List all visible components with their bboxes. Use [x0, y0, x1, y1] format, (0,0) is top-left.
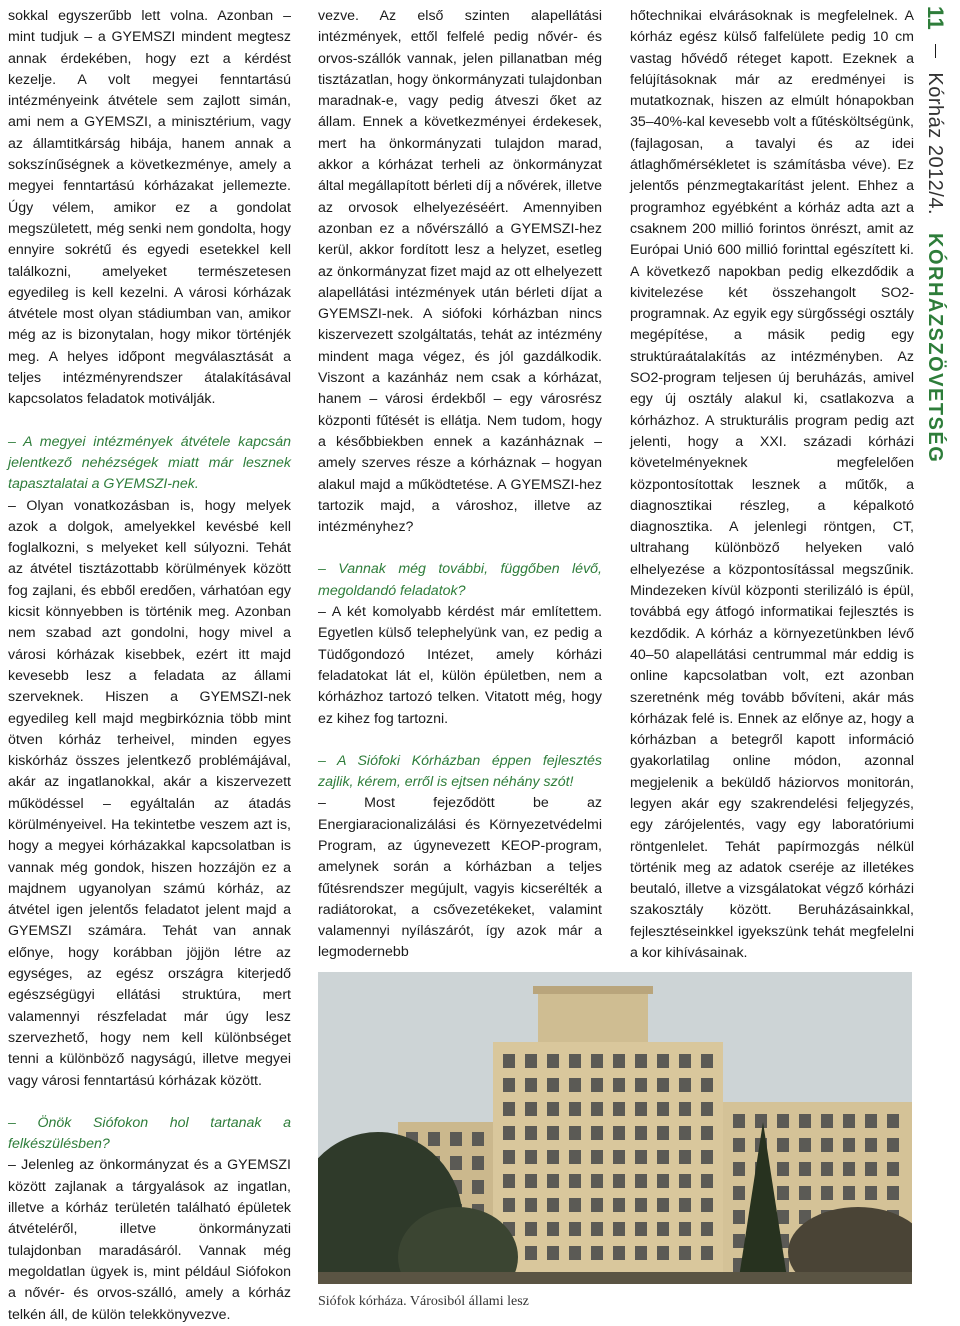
- article-paragraph: – A két komolyabb kérdést már említettem. Egyetlen külső telephelyünk van, ez pedig a Tüdőgondozó Intézet, amely kórházi feladatokat lát el, külön épületben, nem a kórházhoz tartozó telken. Vitatott még, hogy ez kihez fog tartozni.: [318, 604, 602, 727]
- window: [613, 1222, 625, 1236]
- window: [613, 1078, 625, 1092]
- interview-question: – Vannak még további, függőben lévő, megoldandó feladatok?: [318, 561, 602, 599]
- window: [843, 1186, 855, 1200]
- window: [733, 1210, 745, 1224]
- window: [569, 1222, 581, 1236]
- window: [701, 1222, 713, 1236]
- window: [613, 1126, 625, 1140]
- window: [472, 1132, 484, 1146]
- window: [733, 1138, 745, 1152]
- window: [701, 1150, 713, 1164]
- window: [887, 1162, 899, 1176]
- window: [733, 1234, 745, 1248]
- window: [755, 1114, 767, 1128]
- window: [569, 1150, 581, 1164]
- window: [777, 1114, 789, 1128]
- article-paragraph: – Olyan vonatkozásban is, hogy melyek azok a dolgok, amelyekkel kevésbé kell foglalkozni, s melyeket kell súlyozni. Tehát az átvétel tisztázottabb körülmények között fog zajlani, és ebből eredően, várhatóan egy kicsit könnyebben is történik meg. Azonban nem szabad azt gondolni, hogy mivel a városi kórházak kisebbek, ezért itt majd kevesebb lesz a feladata az állami szerveknek. Hiszen a GYEMSZI-nek egyedileg kell majd megbirkóznia több mint ötven kórház terheivel, minden egyes kiskórház összes jelentkező problémájával, akár az ingatlanokkal, akár a kiszervezett működéssel – egyáltalán az átadás körülményeivel. Ha tekintetbe veszem azt is, hogy a megyei kórházakkal kapcsolatban is vannak még gondok, hiszen hozzájön ez a majdnem ugyanolyan számú kórház, az átvétel igen jelentős feladatot jelent majd a GYEMSZI számára. Tehát van annak előnye, hogy korábban jöjjön létre az egységes, az egész országra kiterjedő egészségügyi ellátási struktúra, mert valamennyi részfeladat már úgy lesz szervezhető, hogy nem kell különbséget tenni a különböző nagyságú, illetve megyei vagy városi fenntartású kórházak között.: [8, 497, 291, 1089]
- window: [635, 1126, 647, 1140]
- window: [777, 1138, 789, 1152]
- window: [547, 1222, 559, 1236]
- window: [547, 1126, 559, 1140]
- window: [657, 1078, 669, 1092]
- article-paragraph: hőtechnikai elvárásoknak is megfelelnek. A kórház egész külső falfelülete pedig 10 cm vastag hővédő réteget kapott. Ezeknek a felújításoknak már az eredményei is mutatkoznak, hiszen az elmúlt hónapokban 35–40%-kal kevesebb volt a fűtésköltségünk, (fajlagosan, a tavalyi és az idei átlaghőmérsékletet is számításba véve). Ez jelentős pénzmegtakarítást jelent. Ehhez a programhoz egyébként a kórház adta azt a csaknem 200 millió forintos önrészt, amit az Európai Unió 600 millió forinttal egészített ki. A következő napokban pedig elkezdődik a kivitelezése két összehangolt SO2-programnak. Az egyik egy sürgősségi osztály megépítése, a másik pedig egy struktúraátalakítás az intézményben. Az SO2-program teljesen új beruházás, amivel egy új osztály alakul ki, csatlakozva a kórházhoz. A strukturális program pedig azt jelenti, hogy a XXI. századi kórházi követelményeknek megfelelően központosítottak lesznek a műtők, a diagnosztikai részleg, a képalkotó diagnosztika. A jelenlegi röntgen, CT, ultrahang különböző helyeken való elhelyezése a központosítással megszűnik. Mindezeken kívül központi sterilizáló is épül, továbbá egy átfogó informatikai fejlesztés is kezdődik. A kórház a környezetünkben lévő 40–50 alapellátási centrummal már eddig is online kapcsolatban volt, ezt azonban szeretnénk még tovább bővíteni, akár más kórházak felé is. Ennek az előnye az, hogy a kórházban a betegről kapott információ gyakorlatilag online módon, azonnal megjelenik a beküldő háziorvos monitorán, legyen akár egy szakrendelési feljegyzés, egy zárójelentés, vagy egy laboratóriumi röntgenlelet. Tehát papírmozgás nélkül történik meg az adatok cseréje az illetékes beutaló, illetve a vizsgálatokat végző kórházi szakosztály között. Beruházásainkkal, fejlesztéseinkkel igyekszünk tehát megfelelni a kor kihívásainak.: [630, 8, 914, 962]
- interview-question: – Önök Siófokon hol tartanak a felkészülésben?: [8, 1114, 291, 1153]
- window: [799, 1114, 811, 1128]
- window: [635, 1174, 647, 1188]
- window: [450, 1132, 462, 1146]
- window: [799, 1162, 811, 1176]
- window: [777, 1186, 789, 1200]
- section-title: KÓRHÁZSZÖVETSÉG: [924, 233, 946, 464]
- text-column-3: [630, 6, 914, 964]
- window: [569, 1174, 581, 1188]
- window: [525, 1078, 537, 1092]
- window: [701, 1102, 713, 1116]
- window: [547, 1078, 559, 1092]
- window: [821, 1162, 833, 1176]
- window: [887, 1186, 899, 1200]
- window: [777, 1162, 789, 1176]
- window: [679, 1102, 691, 1116]
- window: [821, 1114, 833, 1128]
- window: [733, 1186, 745, 1200]
- window: [865, 1162, 877, 1176]
- window: [547, 1174, 559, 1188]
- article-paragraph: sokkal egyszerűbb lett volna. Azonban – mint tudjuk – a GYEMSZI mindent megtesz annak érdekében, hogy ezt a kérdést kezelje. A volt megyei fenntartású intézményeink átvétele sem zajlott simán, ami nem a GYEMSZI, a minisztérium, vagy az államtitkárság hibája, hanem annak a sokszínűségnek a következménye, amely a megyei fenntartású kórházakat jellemezte. Úgy vélem, amikor ez a gondolat megszületett, még senki nem gondolta, hogy ennyire sokrétű és egyedi esetekkel kell találkozni, amelyeket természetesen egyedileg is kell kezelni. A városi kórházak átvétele most olyan stádiumban van, amikor még az is bizonytalan, hogy mikor történjék meg. A helyes időpont megválasztását a teljes intézményrendszer átalakításával kapcsolatos feladatok motiválják.: [8, 8, 291, 408]
- window: [547, 1054, 559, 1068]
- window: [821, 1138, 833, 1152]
- interview-question: – A megyei intézmények átvétele kapcsán jelentkező nehézségek miatt már lesznek tapasztalatai a GYEMSZI-nek.: [8, 433, 291, 493]
- text-column-2: [318, 6, 602, 964]
- article-paragraph: – Jelenleg az önkormányzat és a GYEMSZI között zajlanak a tárgyalások az ingatlan, illetve a kórház területén található épületek átvételéről, illetve önkormányzati tulajdonban maradásáról. Vannak még megoldatlan ügyek is, mint például Siófokon a nővér- és orvos-szálló, amely a kórház telkén áll, de külön telekkönyvezve.: [8, 1157, 291, 1323]
- window: [525, 1126, 537, 1140]
- window: [635, 1222, 647, 1236]
- magazine-issue: Kórház 2012/4.: [924, 72, 946, 216]
- window: [799, 1138, 811, 1152]
- window: [591, 1126, 603, 1140]
- window: [613, 1102, 625, 1116]
- window: [887, 1138, 899, 1152]
- window: [503, 1174, 515, 1188]
- window: [701, 1126, 713, 1140]
- window: [777, 1210, 789, 1224]
- window: [503, 1198, 515, 1212]
- window: [591, 1174, 603, 1188]
- window: [503, 1054, 515, 1068]
- window: [657, 1126, 669, 1140]
- window: [679, 1054, 691, 1068]
- window: [591, 1246, 603, 1260]
- window: [613, 1054, 625, 1068]
- window: [843, 1114, 855, 1128]
- window: [569, 1054, 581, 1068]
- window: [657, 1174, 669, 1188]
- window: [635, 1054, 647, 1068]
- window: [450, 1156, 462, 1170]
- window: [635, 1102, 647, 1116]
- window: [679, 1150, 691, 1164]
- window: [821, 1186, 833, 1200]
- window: [701, 1078, 713, 1092]
- text-column-1: [8, 6, 291, 1326]
- window: [591, 1102, 603, 1116]
- window: [657, 1222, 669, 1236]
- window: [503, 1078, 515, 1092]
- window: [525, 1198, 537, 1212]
- window: [613, 1198, 625, 1212]
- window: [525, 1102, 537, 1116]
- window: [657, 1102, 669, 1116]
- window: [865, 1114, 877, 1128]
- window: [635, 1198, 647, 1212]
- building-tower: [538, 992, 648, 1042]
- window: [679, 1222, 691, 1236]
- article-paragraph: – Most fejeződött be az Energiaracionalizálási és Környezetvédelmi Program, az úgynevezett KEOP-program, amelynek során a kórházban a teljes fűtésrendszer megújult, vagyis kicserélték a radiátorokat, a csővezetékeket, valamint valamennyi nyílászárót, így azok már a legmodernebb: [318, 795, 602, 961]
- window: [503, 1150, 515, 1164]
- window: [657, 1054, 669, 1068]
- window: [887, 1114, 899, 1128]
- window: [679, 1198, 691, 1212]
- interview-question: – A Siófoki Kórházban éppen fejlesztés zajlik, kérem, erről is ejtsen néhány szót!: [318, 752, 602, 791]
- hospital-building-illustration: [318, 972, 912, 1284]
- window: [525, 1222, 537, 1236]
- window: [701, 1054, 713, 1068]
- window: [503, 1102, 515, 1116]
- window: [569, 1198, 581, 1212]
- window: [657, 1198, 669, 1212]
- window: [613, 1246, 625, 1260]
- page-number: 11: [923, 6, 948, 31]
- window: [547, 1246, 559, 1260]
- window: [635, 1246, 647, 1260]
- window: [569, 1102, 581, 1116]
- window: [472, 1156, 484, 1170]
- window: [569, 1246, 581, 1260]
- window: [635, 1078, 647, 1092]
- window: [569, 1078, 581, 1092]
- window: [701, 1246, 713, 1260]
- window: [865, 1186, 877, 1200]
- window: [547, 1150, 559, 1164]
- page-sidebar: [916, 0, 960, 464]
- window: [591, 1198, 603, 1212]
- window: [799, 1186, 811, 1200]
- window: [503, 1126, 515, 1140]
- window: [657, 1246, 669, 1260]
- window: [591, 1222, 603, 1236]
- window: [428, 1132, 440, 1146]
- window: [591, 1150, 603, 1164]
- window: [679, 1126, 691, 1140]
- window: [547, 1198, 559, 1212]
- window: [865, 1138, 877, 1152]
- window: [843, 1138, 855, 1152]
- window: [733, 1162, 745, 1176]
- window: [525, 1054, 537, 1068]
- hospital-photo: [318, 972, 912, 1284]
- window: [679, 1078, 691, 1092]
- window: [525, 1174, 537, 1188]
- window: [613, 1150, 625, 1164]
- window: [472, 1180, 484, 1194]
- window: [635, 1150, 647, 1164]
- window: [525, 1150, 537, 1164]
- separator: [935, 44, 936, 58]
- photo-caption: Siófok kórháza. Városiból állami lesz: [318, 1294, 529, 1309]
- window: [547, 1102, 559, 1116]
- window: [569, 1126, 581, 1140]
- article-paragraph: vezve. Az első szinten alapellátási intézmények, ettől felfelé pedig nővér- és orvos-szállók vannak, jelen pillanatban még tisztázatlan, hogy önkormányzati tulajdonban maradnak-e, vagy pedig átveszi őket az állam. Ennek a következményei érdekesek, mert ha önkormányzati tulajdon marad, akkor a kórházat terheli az önkormányzat által megállapított bérleti díj a nővérek, illetve az orvosok elhelyezéséért. Amennyiben azonban ez a nővérszálló a GYEMSZI-hez kerül, akkor fordított lesz a helyzet, esetleg az önkormányzat fizet majd az ott elhelyezett alapellátási intézmények után bérleti díjat a GYEMSZI-nek. A siófoki kórházban nincs kiszervezett szolgáltatás, tehát az intézmény mindent maga végez, és jól gazdálkodik. Viszont a kazánház nem csak a kórházat, hanem – városi érdekből – egy városrész központi fűtését is ellátja. Nem tudom, hogy a későbbiekben ennek a kazánháznak – amely szerves része a kórháznak – hogyan alakul majd a működtetése. A GYEMSZI-hez tartozik majd, a városhoz, illetve az intézményhez?: [318, 8, 602, 536]
- window: [657, 1150, 669, 1164]
- window: [733, 1114, 745, 1128]
- window: [701, 1174, 713, 1188]
- window: [591, 1078, 603, 1092]
- window: [613, 1174, 625, 1188]
- window: [679, 1246, 691, 1260]
- window: [843, 1162, 855, 1176]
- window: [591, 1054, 603, 1068]
- window: [525, 1246, 537, 1260]
- window: [679, 1174, 691, 1188]
- window: [701, 1198, 713, 1212]
